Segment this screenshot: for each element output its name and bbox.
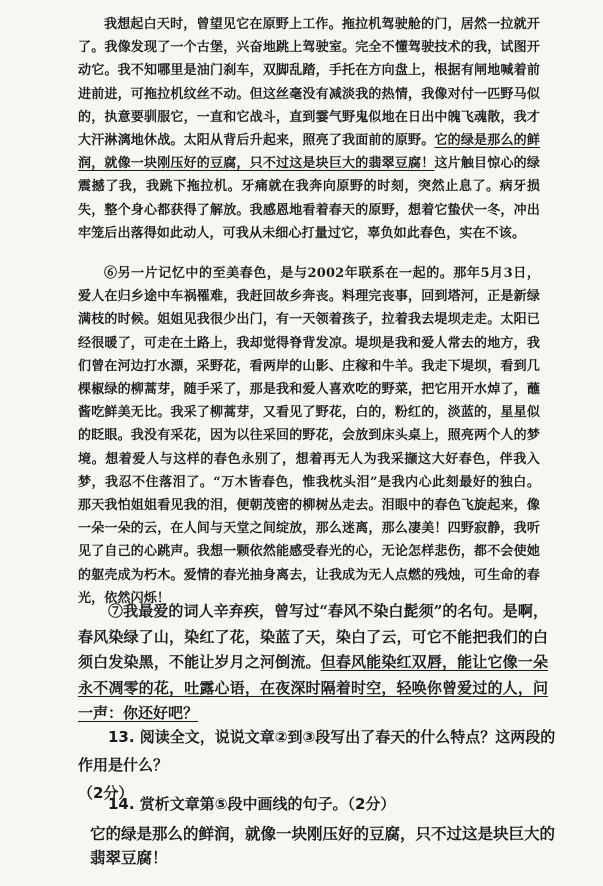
paragraph-4-text-b: 这片触目惊心的绿震撼了我，我跳下拖拉机。牙痛就在我奔向原野的时刻，突然止息了。病牙损失，整个身心都获得了解放。我感恩地看着春天的原野，想着它蛰伏一冬，冲出牢笼后出落得如此动人，可我从未细心打量过它，辜负如此春色，实在不该。 xyxy=(78,156,540,241)
paragraph-6 xyxy=(78,262,540,610)
question-14-quote: 它的绿是那么的鲜润，就像一块刚压好的豆腐，只不过这是块巨大的翡翠豆腐！ xyxy=(90,824,556,867)
question-14-text: 14. 赏析文章第⑤段中画线的句子。（2分） xyxy=(108,795,396,813)
underlined-sentence: 它的绿是那么的鲜润，就像一块刚压好的豆腐，只不过这是块巨大的翡翠豆腐！ xyxy=(78,133,540,172)
paragraph-7 xyxy=(78,599,548,727)
paragraph-6-text: ⑥另一片记忆中的至美春色，是与2002年联系在一起的。那年5月3日，爱人在归乡途中车祸罹难，我赶回故乡奔丧。料理完丧事，回到塔河，正是新绿满枝的时候。姐姐见我很少出门，有一天领着孩子，拉着我去堤坝走走。太阳已经很暖了，可走在土路上，我却觉得脊背发凉。堤坝是我和爱人常去的地方，我们曾在河边打水漂，采野花，看两岸的山影、庄稼和牛羊。我走下堤坝，看到几棵椒绿的柳蒿芽，随手采了，那是我和爱人喜欢吃的野菜，把它用开水焯了，蘸酱吃鲜美无比。我采了柳蒿芽，又看见了野花，白的，粉红的，淡蓝的，星星似的眨眼。我没有采花，因为以往采回的野花，会放到床头桌上，照亮两个人的梦境。想着爱人与这样的春色永别了，想着再无人为我采撷这大好春色，伴我入梦，我忍不住落泪了。“万木皆春色，惟我枕头泪”是我内心此刻最好的独白。那天我怕姐姐看见我的泪，便朝茂密的柳树丛走去。泪眼中的春色飞旋起来，像一朵一朵的云，在人间与天堂之间绽放，那么迷离，那么凄美！四野寂静，我听见了自己的心跳声。我想一颗依然能感受春光的心，无论怎样悲伤，都不会使她的躯壳成为朽木。爱情的春光抽身离去，让我成为无人点燃的残烛，可生命的春光，依然闪烁！ xyxy=(78,266,540,606)
question-14 xyxy=(78,790,558,818)
question-13-text: 13. 阅读全文，说说文章②到③段写出了春天的什么特点？这两段的作用是什么？ xyxy=(78,728,556,774)
paragraph-7-underlined: 但春风能染红双唇，能让它像一朵永不凋零的花，吐露心语，在夜深时隔着时空，轻唤你曾爱过的人，问一声：你还好吧？ xyxy=(78,653,548,722)
question-13-score: （2分） xyxy=(78,784,134,802)
paragraph-4-text-a: 我想起白天时，曾望见它在原野上工作。拖拉机驾驶舱的门，居然一拉就开了。我像发现了一个古堡，兴奋地跳上驾驶室。完全不懂驾驶技术的我，试图开动它。我不知哪里是油门刹车，双脚乱踏，手托在方向盘上，根据有闸地喊着前进前进，可拖拉机纹丝不动。但这丝毫没有减淡我的热情，我像对付一匹野马似的，执意要驯服它，一直和它战斗，直到霎气野鬼似地在日出中魄飞魂散，我才大汗淋漓地休战。太阳从背后升起来，照亮了我面前的原野。 xyxy=(78,17,540,149)
paragraph-4 xyxy=(78,13,540,245)
paragraph-7-text: ⑦我最爱的词人辛弃疾，曾写过“春风不染白髭须”的名句。是啊，春风染绿了山，染红了花，染蓝了天，染白了云，可它不能把我们的白须白发染黑，不能让岁月之河倒流。 xyxy=(78,602,548,671)
